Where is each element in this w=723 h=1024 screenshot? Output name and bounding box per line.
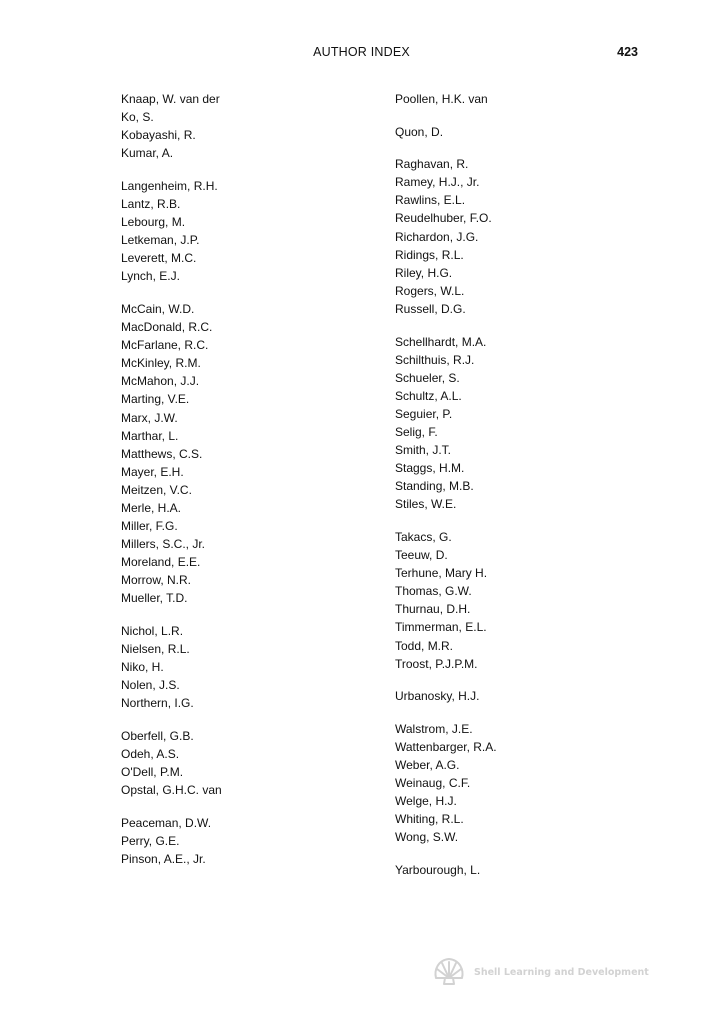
author-entry: Rawlins, E.L. — [395, 193, 466, 208]
author-entry: Stiles, W.E. — [395, 497, 457, 512]
author-column-right — [395, 90, 655, 894]
author-entry: Marting, V.E. — [121, 392, 190, 407]
author-group-y — [395, 861, 655, 879]
author-entry: Langenheim, R.H. — [121, 178, 218, 193]
author-entry: O'Dell, P.M. — [121, 765, 184, 780]
author-entry: Poollen, H.K. van — [395, 92, 488, 106]
author-entry: Wattenbarger, R.A. — [395, 739, 497, 754]
author-entry: Teeuw, D. — [395, 548, 448, 563]
author-entry: Northern, I.G. — [121, 696, 194, 711]
footer-logo-text: Shell Learning and Development — [474, 966, 649, 978]
author-entry: Ramey, H.J., Jr. — [395, 175, 480, 190]
author-entry: Selig, F. — [395, 425, 438, 439]
author-group-n — [121, 622, 361, 712]
author-entry: Meitzen, V.C. — [121, 482, 192, 497]
author-entry: Lebourg, M. — [121, 215, 186, 230]
author-entry: McMahon, J.J. — [121, 374, 200, 389]
author-entry: Walstrom, J.E. — [395, 721, 473, 736]
author-entry: Ko, S. — [121, 110, 154, 125]
author-entry: Mayer, E.H. — [121, 464, 184, 479]
author-group-s — [395, 333, 655, 514]
author-entry: Pinson, A.E., Jr. — [121, 852, 206, 867]
author-entry: Russell, D.G. — [395, 301, 466, 316]
author-entry: Peaceman, D.W. — [121, 815, 212, 830]
author-entry: Marthar, L. — [121, 428, 179, 443]
author-entry: Weber, A.G. — [395, 758, 460, 772]
author-group-u — [395, 687, 655, 705]
author-entry: Thomas, G.W. — [395, 584, 472, 599]
author-entry: Schellhardt, M.A. — [395, 334, 487, 349]
author-group-l — [121, 177, 361, 286]
author-entry: McKinley, R.M. — [121, 356, 201, 371]
author-entry: Welge, H.J. — [395, 794, 457, 809]
author-entry: Oberfell, G.B. — [121, 729, 194, 743]
author-entry: Standing, M.B. — [395, 479, 474, 494]
author-group-o — [121, 727, 361, 799]
author-entry: Merle, H.A. — [121, 500, 182, 515]
author-group-k — [121, 90, 361, 162]
author-entry: Weinaug, C.F. — [395, 776, 471, 791]
author-entry: Knaap, W. van der — [121, 92, 220, 106]
author-group-p-cont — [395, 90, 655, 108]
author-entry: Nichol, L.R. — [121, 624, 184, 639]
author-entry: Reudelhuber, F.O. — [395, 211, 492, 226]
author-group-r — [395, 155, 655, 318]
author-entry: Mueller, T.D. — [121, 591, 188, 606]
author-group-p — [121, 814, 361, 868]
author-entry: Nielsen, R.L. — [121, 642, 190, 657]
author-entry: Quon, D. — [395, 124, 444, 139]
author-entry: Odeh, A.S. — [121, 747, 180, 762]
author-entry: Schueler, S. — [395, 370, 460, 385]
author-entry: Ridings, R.L. — [395, 247, 464, 262]
author-entry: Riley, H.G. — [395, 265, 453, 280]
author-entry: Marx, J.W. — [121, 410, 178, 425]
author-group-q — [395, 123, 655, 141]
author-entry: Kobayashi, R. — [121, 128, 196, 143]
author-entry: Rogers, W.L. — [395, 283, 465, 298]
author-entry: Whiting, R.L. — [395, 812, 464, 827]
author-entry: Richardon, J.G. — [395, 229, 479, 244]
author-entry: Yarbourough, L. — [395, 862, 481, 877]
author-entry: Schultz, A.L. — [395, 388, 462, 403]
author-entry: Staggs, H.M. — [395, 461, 465, 476]
author-entry: McFarlane, R.C. — [121, 338, 209, 353]
author-entry: Troost, P.J.P.M. — [395, 656, 478, 671]
author-entry: Millers, S.C., Jr. — [121, 537, 206, 552]
author-entry: McCain, W.D. — [121, 301, 195, 316]
author-entry: Wong, S.W. — [395, 830, 459, 845]
author-entry: Todd, M.R. — [395, 638, 454, 653]
author-entry: Matthews, C.S. — [121, 446, 203, 461]
author-entry: Leverett, M.C. — [121, 251, 197, 266]
author-entry: Opstal, G.H.C. van — [121, 783, 222, 798]
author-group-t — [395, 528, 655, 673]
author-column-left — [121, 90, 361, 883]
author-group-w — [395, 720, 655, 847]
author-entry: Lantz, R.B. — [121, 196, 181, 211]
author-entry: Seguier, P. — [395, 406, 453, 421]
author-entry: Takacs, G. — [395, 529, 452, 544]
author-entry: Kumar, A. — [121, 146, 174, 161]
author-entry: Niko, H. — [121, 660, 164, 675]
author-entry: Schilthuis, R.J. — [395, 352, 475, 367]
author-entry: Thurnau, D.H. — [395, 602, 471, 617]
author-entry: Moreland, E.E. — [121, 555, 201, 570]
author-entry: Timmerman, E.L. — [395, 620, 487, 635]
author-entry: Lynch, E.J. — [121, 269, 180, 284]
author-entry: Letkeman, J.P. — [121, 233, 200, 248]
author-entry: Raghavan, R. — [395, 157, 469, 172]
author-entry: Perry, G.E. — [121, 833, 180, 848]
author-entry: Terhune, Mary H. — [395, 566, 488, 581]
author-entry: MacDonald, R.C. — [121, 320, 213, 335]
running-header-title: AUTHOR INDEX — [313, 45, 410, 59]
footer-logo — [432, 955, 649, 989]
author-entry: Smith, J.T. — [395, 443, 452, 458]
author-entry: Morrow, N.R. — [121, 573, 192, 588]
author-entry: Miller, F.G. — [121, 519, 178, 534]
author-entry: Urbanosky, H.J. — [395, 689, 480, 704]
author-group-m — [121, 300, 361, 608]
page-number: 423 — [617, 45, 638, 59]
shell-logo-icon — [432, 956, 466, 988]
author-entry: Nolen, J.S. — [121, 678, 180, 693]
